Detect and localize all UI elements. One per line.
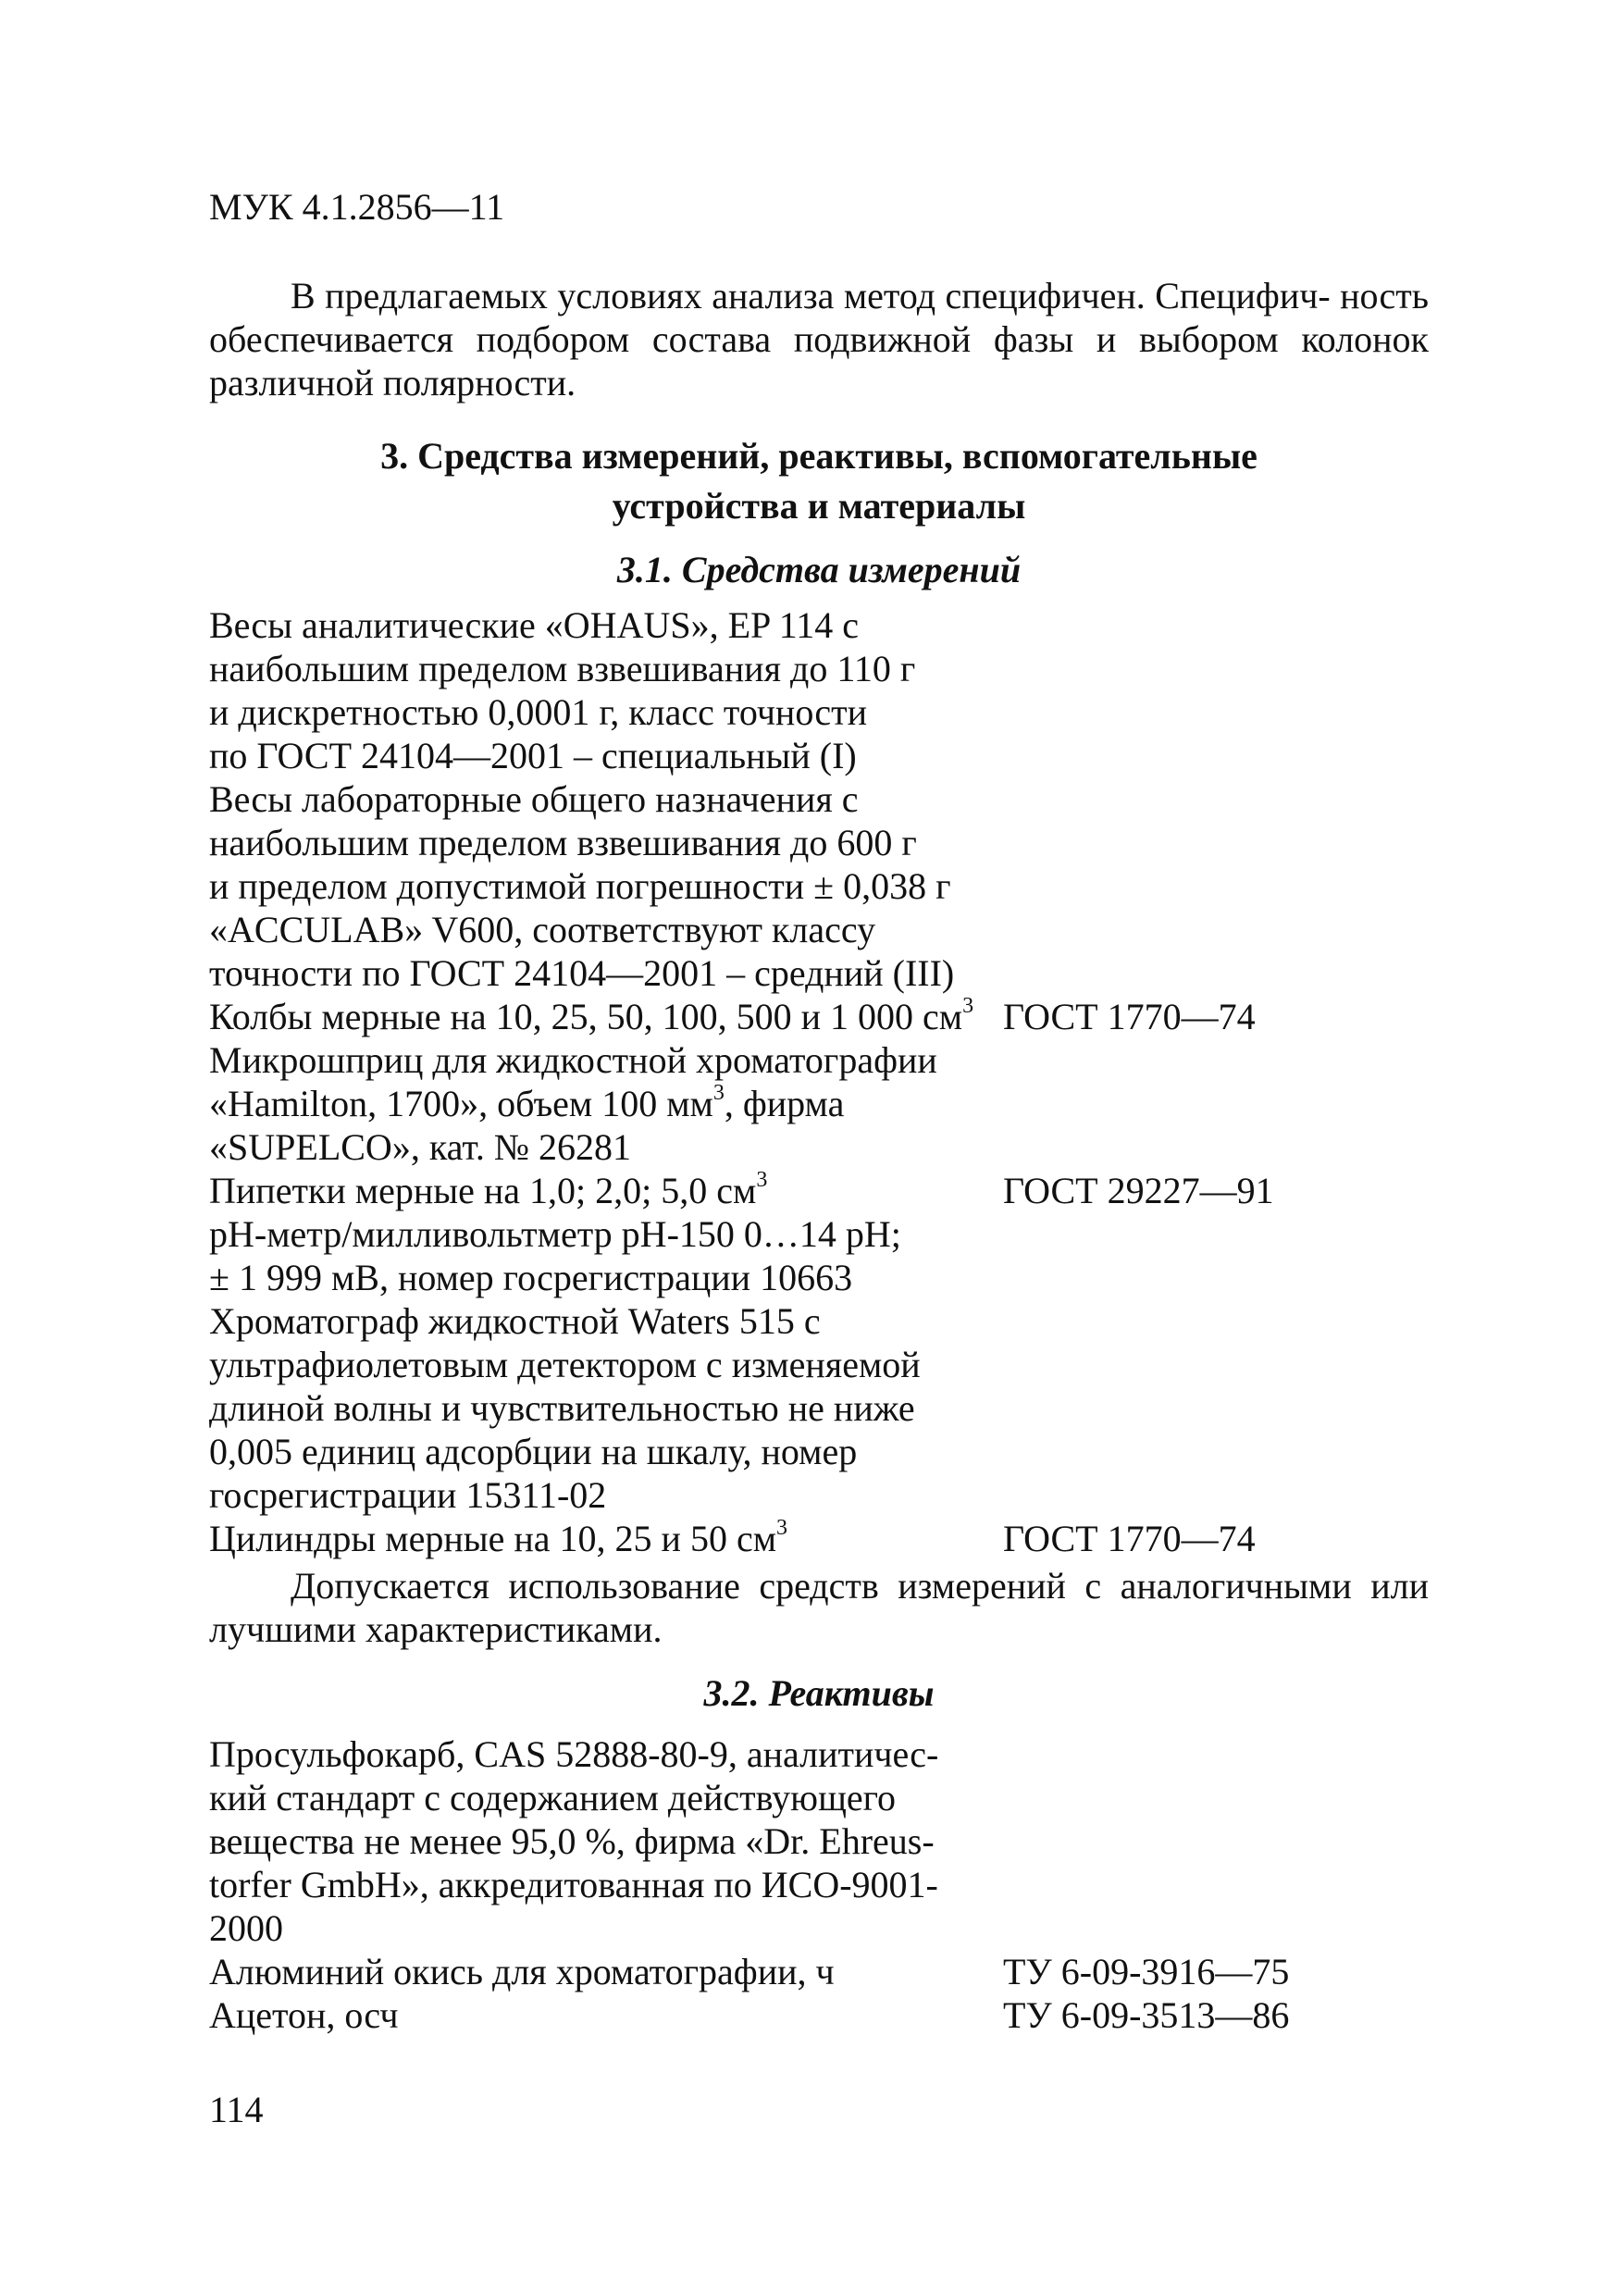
item-line: ± 1 999 мВ, номер госрегистрации 10663 [209, 1257, 853, 1298]
list-item [209, 995, 1429, 1038]
intro-line: В предлагаемых условиях анализа метод специфичен. Специфич- [291, 275, 1331, 316]
list-item [209, 1517, 1429, 1560]
item-standard: ТУ 6-09-3916—75 [1003, 1951, 1290, 1992]
allowance-line: Допускается использование средств измерений с аналогичными или [291, 1565, 1429, 1607]
item-standard: ГОСТ 29227—91 [1003, 1170, 1274, 1211]
subsection-title-instruments: 3.1. Средства измерений [616, 549, 1022, 590]
document-header: МУК 4.1.2856—11 [209, 186, 505, 228]
item-line: pH-метр/милливольтметр pH-150 0…14 pH; [209, 1213, 901, 1255]
subsection-title-reagents: 3.2. Реактивы [703, 1672, 935, 1714]
item-line: «Hamilton, 1700», объем 100 $мм^3$, фирма [209, 1080, 845, 1124]
item-line: кий стандарт с содержанием действующего [209, 1777, 897, 1818]
list-item [209, 777, 1429, 995]
item-line: Весы аналитические «OHAUS», EP 114 с [209, 604, 860, 646]
allowance-paragraph [209, 1564, 1429, 1651]
item-line: вещества не менее 95,0 %, фирма «Dr. Ehreus- [209, 1820, 935, 1862]
list-item [209, 1082, 1429, 1125]
item-line: госрегистрации 15311-02 [209, 1474, 607, 1516]
item-line: 2000 [209, 1907, 283, 1949]
item-line: Весы лабораторные общего назначения с [209, 778, 859, 820]
item-line: Пипетки мерные на 1,0; 2,0; 5,0 $см^3$ [209, 1167, 768, 1211]
intro-line: ность обеспечивается подбором состава подвижной фазы и выбором [209, 275, 1429, 360]
list-item [209, 1299, 1429, 1517]
list-item [209, 603, 1429, 777]
item-line: Колбы мерные на 10, 25, 50, 100, 500 и 1 000 $см^3$ [209, 993, 974, 1037]
page-number: 114 [209, 2089, 264, 2130]
item-line: «ACCULAB» V600, соответствуют классу [209, 909, 876, 950]
item-line: Алюминий окись для хроматографии, ч [209, 1951, 835, 1992]
item-standard: ГОСТ 1770—74 [1003, 996, 1256, 1037]
section-title-line: устройства и материалы [612, 485, 1026, 527]
item-line: точности по ГОСТ 24104—2001 – средний (III) [209, 952, 955, 994]
item-line: и дискретностью 0,0001 г, класс точности [209, 691, 867, 733]
instruments-list [209, 603, 1429, 1560]
item-line: Цилиндры мерные на 10, 25 и 50 $см^3$ [209, 1515, 788, 1559]
intro-line: колонок различной полярности. [209, 318, 1429, 403]
item-line: наибольшим пределом взвешивания до 110 г [209, 648, 916, 689]
section-title [209, 431, 1429, 531]
item-standard: ГОСТ 1770—74 [1003, 1518, 1256, 1559]
intro-paragraph [209, 274, 1429, 404]
item-standard: ТУ 6-09-3513—86 [1003, 1994, 1290, 2036]
item-line: torfer GmbH», аккредитованная по ИСО-9001- [209, 1864, 938, 1905]
list-item [209, 1169, 1429, 1212]
list-item [209, 1950, 1429, 1993]
item-line: Ацетон, осч [209, 1994, 399, 2036]
item-line: ультрафиолетовым детектором с изменяемой [209, 1344, 921, 1385]
item-line: по ГОСТ 24104—2001 – специальный (I) [209, 735, 857, 776]
item-line: Хроматограф жидкостной Waters 515 с [209, 1300, 821, 1342]
item-line: Просульфокарб, CAS 52888-80-9, аналитичес- [209, 1733, 939, 1775]
item-line: «SUPELCO», кат. № 26281 [209, 1126, 631, 1168]
item-line: и пределом допустимой погрешности ± 0,038 г [209, 865, 951, 907]
section-title-line: 3. Средства измерений, реактивы, вспомогательные [380, 435, 1258, 477]
allowance-line: лучшими характеристиками. [209, 1608, 663, 1650]
item-line: наибольшим пределом взвешивания до 600 г [209, 822, 917, 863]
list-item [209, 1212, 1429, 1299]
reagents-list [209, 1732, 1429, 2037]
list-item [209, 1125, 1429, 1169]
item-line: длиной волны и чувствительностью не ниже [209, 1387, 915, 1429]
list-item [209, 1038, 1429, 1082]
item-line: Микрошприц для жидкостной хроматографии [209, 1039, 937, 1081]
list-item [209, 1732, 1429, 1950]
list-item [209, 1993, 1429, 2037]
item-line: 0,005 единиц адсорбции на шкалу, номер [209, 1431, 858, 1472]
